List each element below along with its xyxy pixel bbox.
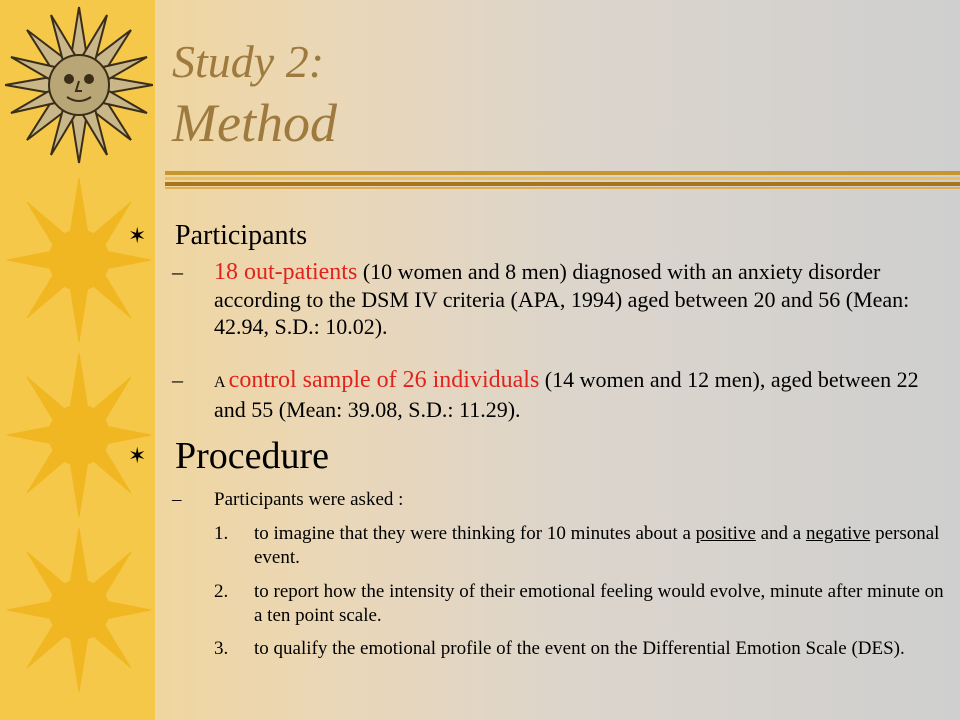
title-line-2: Method [172,93,337,153]
dash-bullet: – [172,367,183,392]
procedure-step [214,637,954,685]
slide-title [172,34,337,156]
step-underlined-positive: positive [695,523,756,544]
participant-prefix: A [214,374,229,391]
step-underlined-negative: negative [805,523,871,544]
participant-detail: (10 women and 8 men) diagnosed with an anxiety disorder according to the DSM IV criteria (APA, 1994) aged between 20 and 56 (Mean: 42.94, S.D.: 10.02). [214,259,910,339]
step-text: to qualify the emotional profile of the event on the Differential Emotion Scale (DES). [254,638,905,659]
participant-item [172,258,952,354]
step-text: to imagine that they were thinking for 10 minutes about a [254,523,696,544]
step-number: 1. [214,523,229,544]
sun-face-icon [5,5,153,165]
title-divider [165,171,960,191]
dash-bullet: – [172,489,182,510]
procedure-heading-text: Procedure [175,435,330,477]
procedure-intro-text: Participants were asked : [214,489,404,510]
procedure-step [214,580,954,628]
title-line-1: Study 2: [172,36,325,87]
participant-lead: control sample of 26 individuals [228,367,540,393]
step-text: personal event. [254,523,940,568]
participant-lead: 18 out-patients [214,259,358,285]
sun-icon [5,175,153,345]
decorative-sidebar [0,0,155,720]
dash-bullet: – [172,259,183,284]
sun-icon [5,525,153,695]
star-bullet-icon: ✶ [128,223,147,248]
participant-detail: (14 women and 12 men), aged between 22 and 55 (Mean: 39.08, S.D.: 11.29). [214,367,919,422]
procedure-intro [172,487,952,513]
participants-heading-text: Participants [175,220,308,251]
step-number: 3. [214,638,229,659]
step-text: and a [755,523,806,544]
star-bullet-icon: ✶ [128,443,147,468]
procedure-step [214,522,954,570]
participant-item [172,366,952,426]
step-number: 2. [214,581,229,602]
step-text: to report how the intensity of their emotional feeling would evolve, minute after minute on a ten point scale. [254,581,944,626]
